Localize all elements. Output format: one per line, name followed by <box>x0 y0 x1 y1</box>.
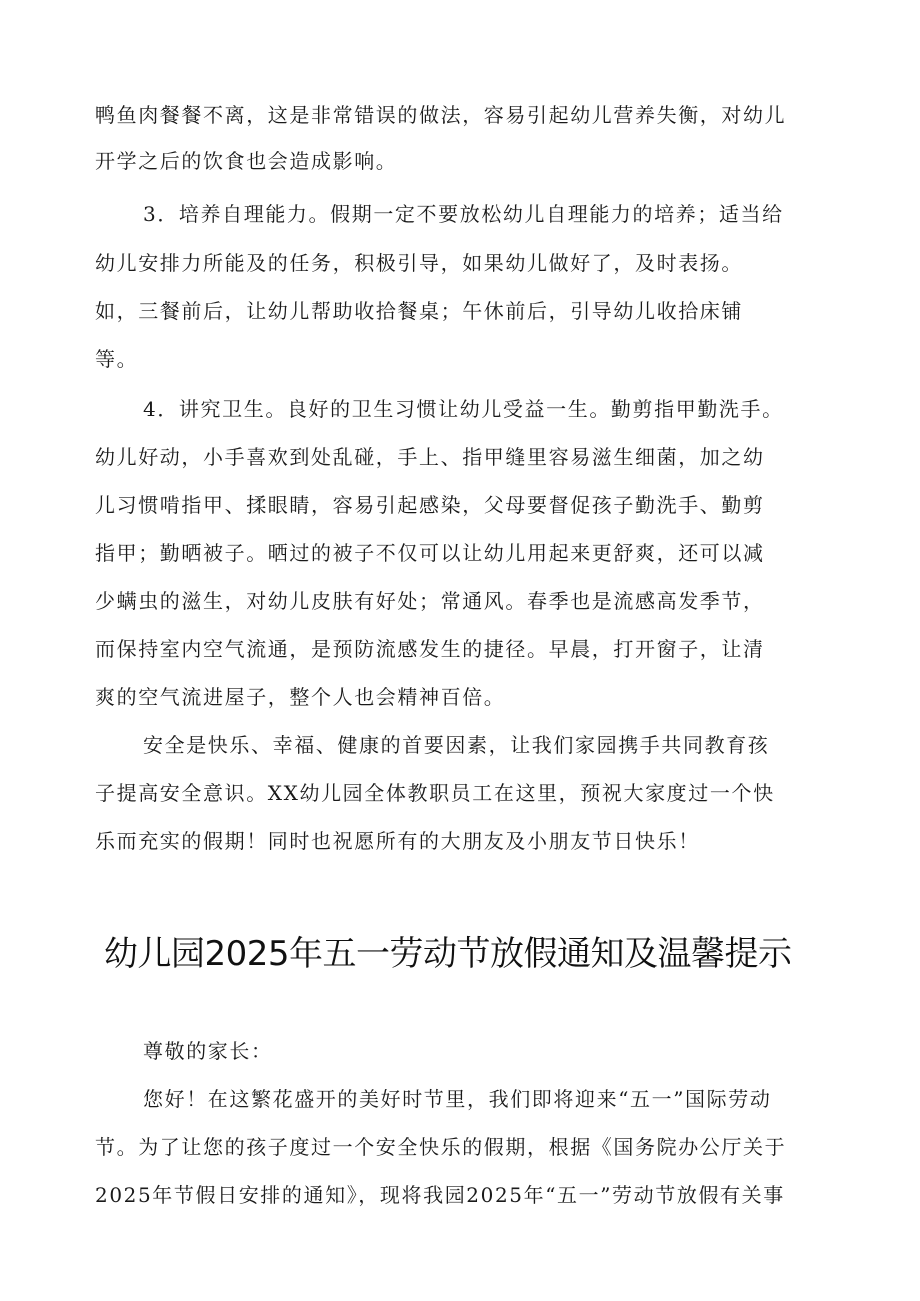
paragraph-line: 少螨虫的滋生，对幼儿皮肤有好处；常通风。春季也是流感高发季节， <box>95 589 765 613</box>
paragraph-line: 3．培养自理能力。假期一定不要放松幼儿自理能力的培养；适当给 <box>143 202 784 226</box>
paragraph-line: 幼儿安排力所能及的任务，积极引导，如果幼儿做好了，及时表扬。 <box>95 251 743 275</box>
paragraph-line: 您好！在这繁花盛开的美好时节里，我们即将迎来“五一”国际劳动 <box>143 1087 772 1111</box>
paragraph-line: 儿习惯啃指甲、揉眼睛，容易引起感染，父母要督促孩子勤洗手、勤剪 <box>95 493 765 517</box>
paragraph-line: 节。为了让您的孩子度过一个安全快乐的假期，根据《国务院办公厅关于 <box>95 1135 787 1159</box>
paragraph-line: 鸭鱼肉餐餐不离，这是非常错误的做法，容易引起幼儿营养失衡，对幼儿 <box>95 103 787 127</box>
paragraph-line: 指甲；勤晒被子。晒过的被子不仅可以让幼儿用起来更舒爽，还可以减 <box>95 541 765 565</box>
paragraph-line: 等。 <box>95 347 139 371</box>
paragraph-line: 开学之后的饮食也会造成影响。 <box>95 149 398 173</box>
paragraph-line: 乐而充实的假期！同时也祝愿所有的大朋友及小朋友节日快乐！ <box>95 829 700 853</box>
paragraph-line: 幼儿好动，小手喜欢到处乱碰，手上、指甲缝里容易滋生细菌，加之幼 <box>95 445 765 469</box>
paragraph-line: 爽的空气流进屋子，整个人也会精神百倍。 <box>95 685 506 709</box>
paragraph-line: 如，三餐前后，让幼儿帮助收拾餐桌；午休前后，引导幼儿收拾床铺 <box>95 299 743 323</box>
paragraph-line: 子提高安全意识。XX幼儿园全体教职员工在这里，预祝大家度过一个快 <box>95 781 775 805</box>
paragraph-line: 而保持室内空气流通，是预防流感发生的捷径。早晨，打开窗子，让清 <box>95 637 765 661</box>
paragraph-line: 安全是快乐、幸福、健康的首要因素，让我们家园携手共同教育孩 <box>143 733 770 757</box>
paragraph-line: 2025年节假日安排的通知》，现将我园2025年“五一”劳动节放假有关事 <box>95 1183 785 1207</box>
greeting-line: 尊敬的家长： <box>143 1039 273 1063</box>
section-title: 幼儿园2025年五一劳动节放假通知及温馨提示 <box>104 934 792 974</box>
paragraph-line: 4．讲究卫生。良好的卫生习惯让幼儿受益一生。勤剪指甲勤洗手。 <box>143 397 784 421</box>
